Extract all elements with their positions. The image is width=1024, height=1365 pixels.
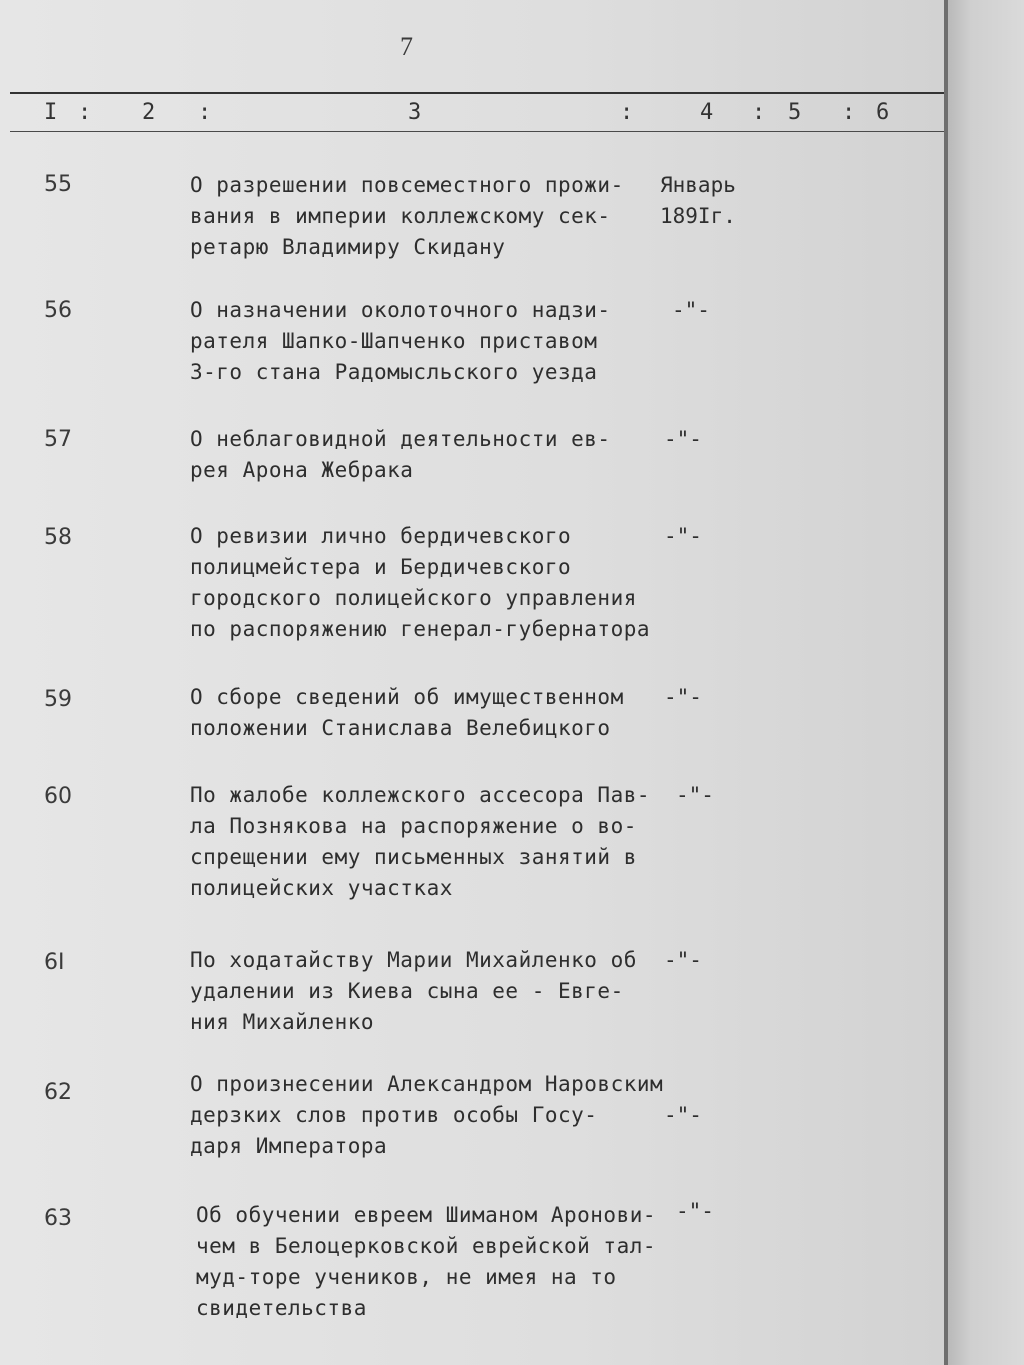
entry-number: 6I <box>44 950 65 975</box>
entry-number: 63 <box>44 1206 72 1231</box>
entry-number: 62 <box>44 1080 72 1105</box>
entry-date: -"- <box>676 1199 714 1223</box>
entry-description: Об обучении евреем Шиманом Аронови- чем в Белоцерковской еврейской тал- муд-торе учеников, не имея на то свидетельства <box>196 1203 657 1320</box>
column-header-2: 2 <box>142 100 156 125</box>
column-separator: : <box>752 100 766 125</box>
entry-number: 58 <box>44 525 72 550</box>
column-header-5: 5 <box>788 100 802 125</box>
header-top-rule <box>10 92 944 94</box>
entry-number: 56 <box>44 298 72 323</box>
entry-description: О сборе сведений об имущественном положении Станислава Велебицкого <box>190 685 624 740</box>
entry-number: 59 <box>44 687 72 712</box>
column-header-6: 6 <box>876 100 890 125</box>
entry-description: О ревизии лично бердичевского полицмейстера и Бердичевского городского полицейского управления по распоряжению генерал-губернатора <box>190 524 651 641</box>
entry-date: -"- <box>672 298 710 322</box>
page-number: 7 <box>400 32 413 61</box>
entry-number: 55 <box>44 172 72 197</box>
entry-date: Январь 189Iг. <box>660 173 736 228</box>
entry-date: -"- <box>664 524 702 548</box>
entry-date: -"- <box>664 948 702 972</box>
header-bottom-rule <box>10 131 944 132</box>
column-header-3: 3 <box>408 100 422 125</box>
entry-description: По жалобе коллежского ассесора Пав- ла Познякова на распоряжение о во- спрещении ему письменных занятий в полицейских участках <box>190 783 651 900</box>
column-separator: : <box>842 100 856 125</box>
column-separator: : <box>620 100 634 125</box>
entry-date: -"- <box>676 783 714 807</box>
entry-number: 60 <box>44 784 72 809</box>
column-header-4: 4 <box>700 100 714 125</box>
entry-description: О назначении околоточного надзи- рателя Шапко-Шапченко приставом 3-го стана Радомысльского уезда <box>190 298 611 384</box>
entry-number: 57 <box>44 427 72 452</box>
next-page-edge <box>948 0 1024 1365</box>
column-separator: : <box>198 100 212 125</box>
entry-description: О произнесении Александром Наровским дерзких слов против особы Госу- даря Императора <box>190 1072 664 1158</box>
entry-description: О разрешении повсеместного прожи- вания в империи коллежскому сек- ретарю Владимиру Скидану <box>190 173 624 259</box>
entry-date: -"- <box>664 685 702 709</box>
entry-description: О неблаговидной деятельности ев- рея Арона Жебрака <box>190 427 611 482</box>
entry-description: По ходатайству Марии Михайленко об удалении из Киева сына ее - Евге- ния Михайленко <box>190 948 637 1034</box>
column-separator: : <box>78 100 92 125</box>
entry-date: -"- <box>664 427 702 451</box>
column-header-1: I <box>44 100 58 125</box>
entry-date: -"- <box>664 1103 702 1127</box>
